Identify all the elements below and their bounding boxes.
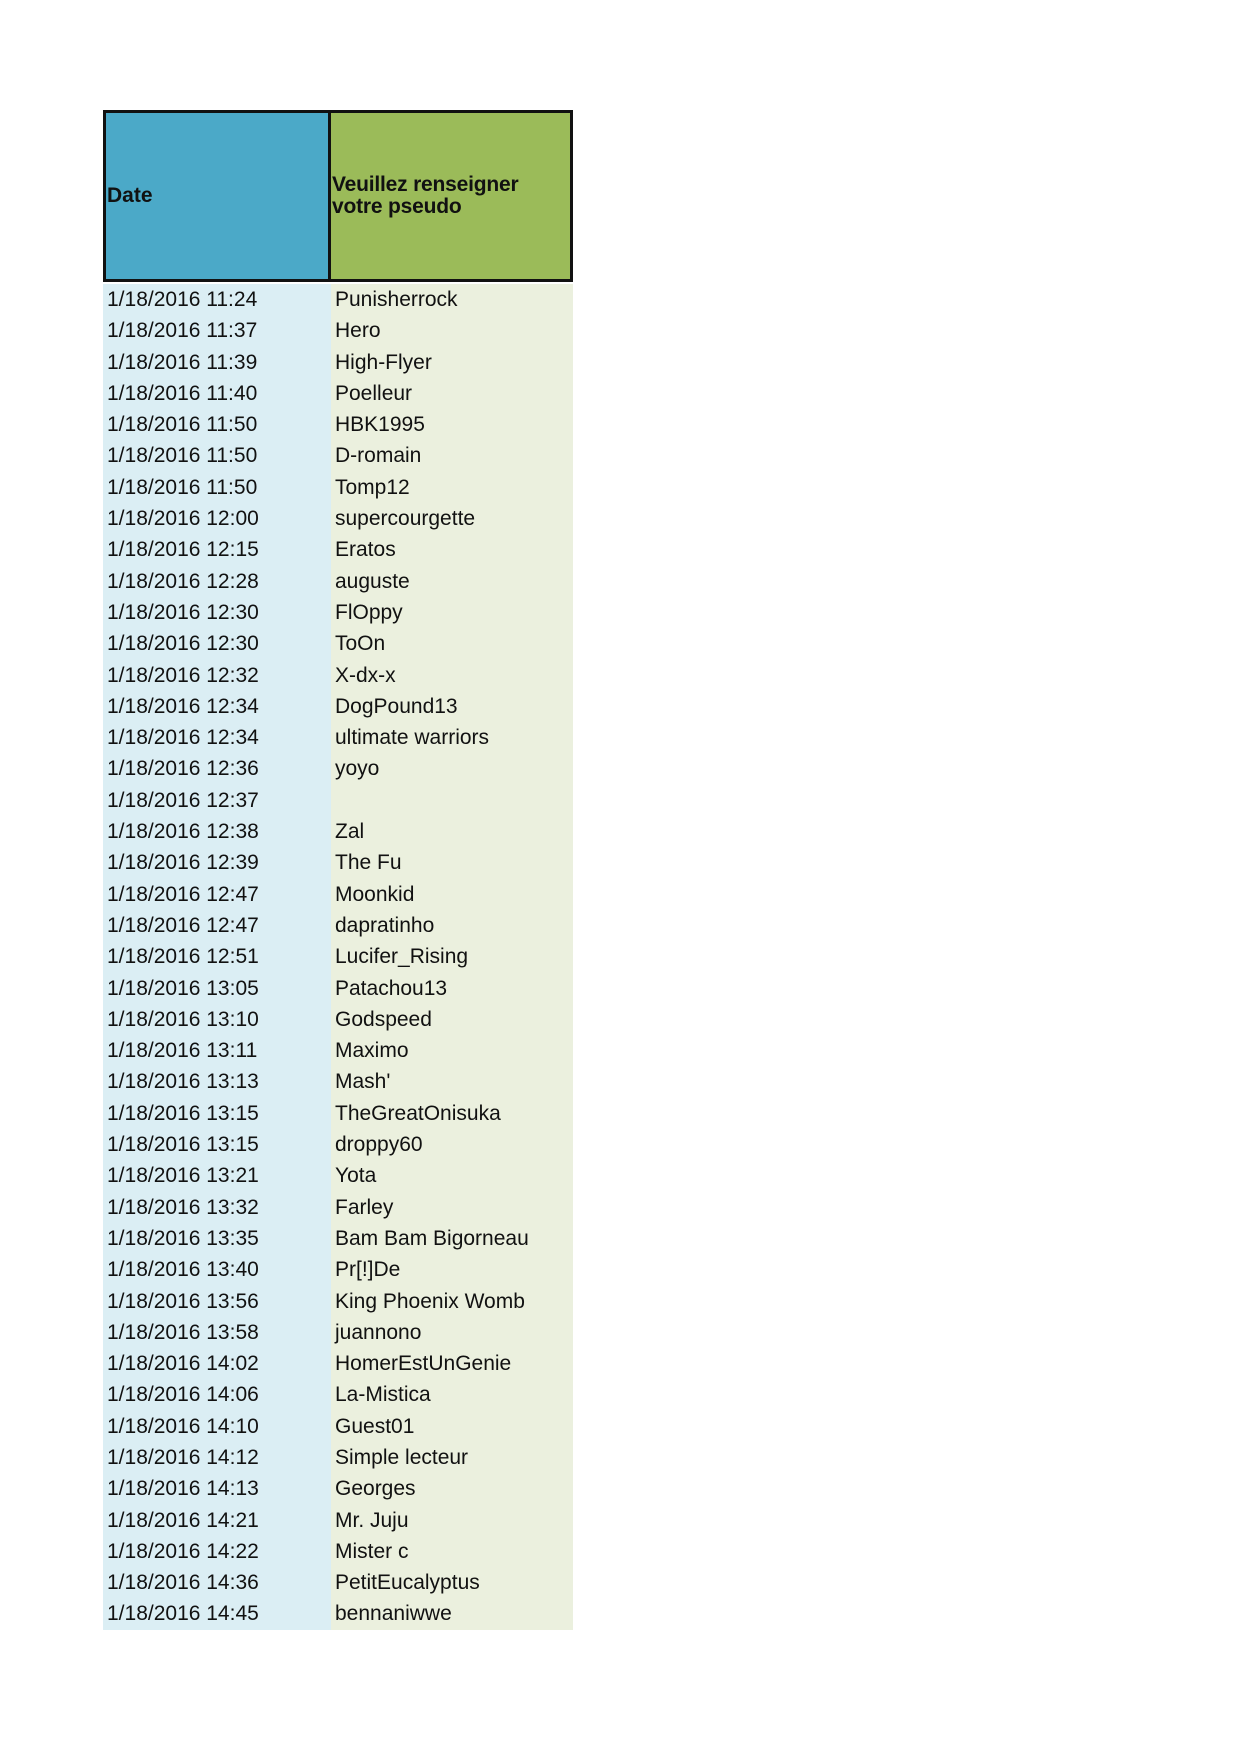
pseudo-cell: FlOppy [331, 597, 573, 628]
date-cell: 1/18/2016 12:51 [103, 941, 331, 972]
table-row [103, 816, 573, 847]
table-row [103, 347, 573, 378]
table-row [103, 472, 573, 503]
table-row [103, 597, 573, 628]
table-row [103, 1317, 573, 1348]
pseudo-cell: La-Mistica [331, 1379, 573, 1410]
pseudo-cell: Pr[!]De [331, 1254, 573, 1285]
pseudo-cell: Eratos [331, 534, 573, 565]
pseudo-cell: HBK1995 [331, 409, 573, 440]
table-row [103, 1505, 573, 1536]
date-cell: 1/18/2016 13:13 [103, 1066, 331, 1097]
pseudo-cell: bennaniwwe [331, 1598, 573, 1629]
table-row [103, 660, 573, 691]
date-cell: 1/18/2016 14:13 [103, 1473, 331, 1504]
table-row [103, 941, 573, 972]
table-row [103, 1411, 573, 1442]
pseudo-cell: droppy60 [331, 1129, 573, 1160]
pseudo-cell: Moonkid [331, 879, 573, 910]
pseudo-cell: King Phoenix Womb [331, 1286, 573, 1317]
date-cell: 1/18/2016 13:10 [103, 1004, 331, 1035]
date-cell: 1/18/2016 13:05 [103, 973, 331, 1004]
table-row [103, 1254, 573, 1285]
pseudo-cell: TheGreatOnisuka [331, 1098, 573, 1129]
table-row [103, 409, 573, 440]
pseudo-cell: Godspeed [331, 1004, 573, 1035]
date-cell: 1/18/2016 13:40 [103, 1254, 331, 1285]
date-cell: 1/18/2016 12:30 [103, 597, 331, 628]
table-row [103, 566, 573, 597]
table-row [103, 1442, 573, 1473]
date-cell: 1/18/2016 14:10 [103, 1411, 331, 1442]
pseudo-cell: The Fu [331, 847, 573, 878]
pseudo-cell: Farley [331, 1192, 573, 1223]
pseudo-cell: dapratinho [331, 910, 573, 941]
pseudo-cell: Lucifer_Rising [331, 941, 573, 972]
pseudo-cell [331, 785, 573, 816]
pseudo-cell: DogPound13 [331, 691, 573, 722]
date-cell: 1/18/2016 11:24 [103, 284, 331, 315]
date-cell: 1/18/2016 12:15 [103, 534, 331, 565]
pseudo-cell: Punisherrock [331, 284, 573, 315]
table-body [103, 284, 573, 1630]
date-cell: 1/18/2016 12:47 [103, 879, 331, 910]
table-row [103, 1129, 573, 1160]
date-cell: 1/18/2016 13:15 [103, 1098, 331, 1129]
date-cell: 1/18/2016 12:34 [103, 722, 331, 753]
pseudo-cell: Georges [331, 1473, 573, 1504]
date-cell: 1/18/2016 14:22 [103, 1536, 331, 1567]
table-row [103, 503, 573, 534]
pseudo-cell: Mr. Juju [331, 1505, 573, 1536]
pseudo-cell: Mash' [331, 1066, 573, 1097]
table-row [103, 1035, 573, 1066]
table-row [103, 910, 573, 941]
date-cell: 1/18/2016 11:50 [103, 409, 331, 440]
pseudo-cell: ToOn [331, 628, 573, 659]
pseudo-cell: Poelleur [331, 378, 573, 409]
date-cell: 1/18/2016 13:56 [103, 1286, 331, 1317]
spreadsheet-table [103, 110, 573, 1630]
date-cell: 1/18/2016 12:30 [103, 628, 331, 659]
table-row [103, 378, 573, 409]
table-row [103, 534, 573, 565]
date-cell: 1/18/2016 14:02 [103, 1348, 331, 1379]
table-row [103, 284, 573, 315]
table-row [103, 440, 573, 471]
date-cell: 1/18/2016 14:12 [103, 1442, 331, 1473]
date-cell: 1/18/2016 13:11 [103, 1035, 331, 1066]
table-row [103, 847, 573, 878]
table-row [103, 1473, 573, 1504]
pseudo-cell: X-dx-x [331, 660, 573, 691]
pseudo-cell: Mister c [331, 1536, 573, 1567]
table-row [103, 1160, 573, 1191]
pseudo-cell: auguste [331, 566, 573, 597]
date-cell: 1/18/2016 12:47 [103, 910, 331, 941]
pseudo-cell: PetitEucalyptus [331, 1567, 573, 1598]
table-row [103, 1598, 573, 1629]
table-row [103, 1223, 573, 1254]
date-cell: 1/18/2016 12:28 [103, 566, 331, 597]
pseudo-cell: Bam Bam Bigorneau [331, 1223, 573, 1254]
pseudo-cell: Hero [331, 315, 573, 346]
table-row [103, 785, 573, 816]
table-row [103, 1192, 573, 1223]
table-row [103, 315, 573, 346]
pseudo-cell: juannono [331, 1317, 573, 1348]
date-cell: 1/18/2016 12:39 [103, 847, 331, 878]
pseudo-cell: Yota [331, 1160, 573, 1191]
date-cell: 1/18/2016 11:50 [103, 472, 331, 503]
date-cell: 1/18/2016 12:36 [103, 753, 331, 784]
date-cell: 1/18/2016 12:34 [103, 691, 331, 722]
header-pseudo-label: Veuillez renseigner votre pseudo [332, 173, 519, 218]
pseudo-cell: Tomp12 [331, 472, 573, 503]
date-cell: 1/18/2016 13:15 [103, 1129, 331, 1160]
table-header-row [103, 110, 573, 282]
pseudo-cell: Patachou13 [331, 973, 573, 1004]
date-cell: 1/18/2016 14:06 [103, 1379, 331, 1410]
date-cell: 1/18/2016 13:35 [103, 1223, 331, 1254]
header-pseudo [331, 110, 573, 282]
date-cell: 1/18/2016 12:00 [103, 503, 331, 534]
pseudo-cell: supercourgette [331, 503, 573, 534]
table-row [103, 1536, 573, 1567]
table-row [103, 628, 573, 659]
pseudo-cell: ultimate warriors [331, 722, 573, 753]
pseudo-cell: Guest01 [331, 1411, 573, 1442]
table-row [103, 879, 573, 910]
date-cell: 1/18/2016 11:50 [103, 440, 331, 471]
date-cell: 1/18/2016 14:21 [103, 1505, 331, 1536]
table-row [103, 1379, 573, 1410]
pseudo-cell: Simple lecteur [331, 1442, 573, 1473]
date-cell: 1/18/2016 11:40 [103, 378, 331, 409]
pseudo-cell: HomerEstUnGenie [331, 1348, 573, 1379]
table-row [103, 973, 573, 1004]
table-row [103, 1066, 573, 1097]
table-row [103, 1567, 573, 1598]
date-cell: 1/18/2016 13:58 [103, 1317, 331, 1348]
header-date-label: Date [107, 184, 153, 207]
pseudo-cell: D-romain [331, 440, 573, 471]
table-row [103, 1098, 573, 1129]
pseudo-cell: Maximo [331, 1035, 573, 1066]
date-cell: 1/18/2016 14:36 [103, 1567, 331, 1598]
pseudo-cell: Zal [331, 816, 573, 847]
date-cell: 1/18/2016 13:32 [103, 1192, 331, 1223]
header-date [103, 110, 331, 282]
table-row [103, 1348, 573, 1379]
pseudo-cell: yoyo [331, 753, 573, 784]
date-cell: 1/18/2016 11:37 [103, 315, 331, 346]
table-row [103, 1286, 573, 1317]
date-cell: 1/18/2016 11:39 [103, 347, 331, 378]
date-cell: 1/18/2016 13:21 [103, 1160, 331, 1191]
table-row [103, 722, 573, 753]
date-cell: 1/18/2016 12:38 [103, 816, 331, 847]
table-row [103, 691, 573, 722]
date-cell: 1/18/2016 12:32 [103, 660, 331, 691]
table-row [103, 753, 573, 784]
table-row [103, 1004, 573, 1035]
date-cell: 1/18/2016 14:45 [103, 1598, 331, 1629]
pseudo-cell: High-Flyer [331, 347, 573, 378]
date-cell: 1/18/2016 12:37 [103, 785, 331, 816]
